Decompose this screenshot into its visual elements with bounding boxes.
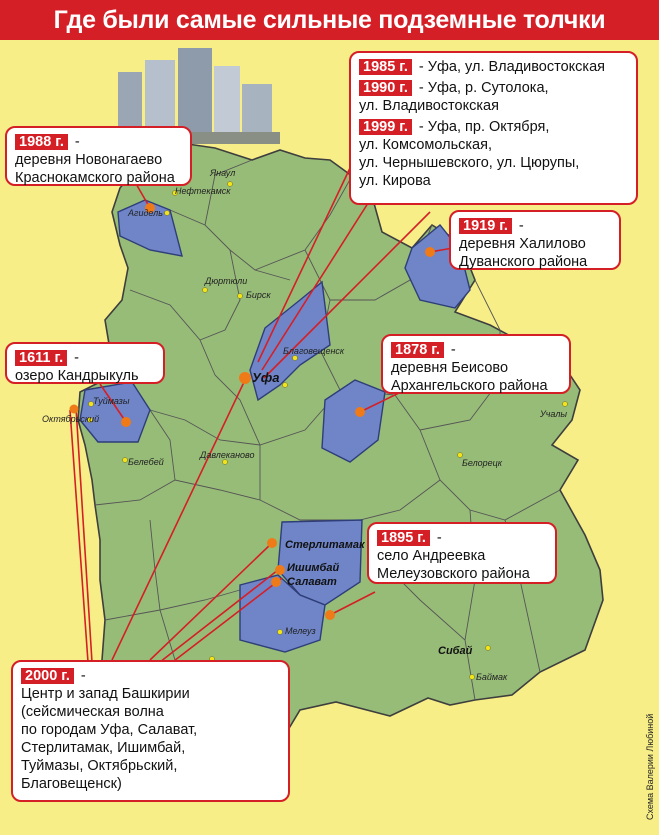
year-badge: 1988 г. bbox=[15, 134, 68, 150]
marker-1878 bbox=[355, 407, 365, 417]
year-badge: 1895 г. bbox=[377, 530, 430, 546]
year-badge: 1878 г. bbox=[391, 342, 444, 358]
city-label-sterlitamak: Стерлитамак bbox=[285, 539, 365, 551]
map-credit: Схема Валерии Любиной bbox=[645, 713, 655, 820]
callout-1611: 1611 г. - озеро Кандрыкуль bbox=[5, 342, 165, 384]
city-label-birsk: Бирск bbox=[246, 290, 271, 300]
city-label-agidel: Агидель bbox=[128, 208, 163, 218]
marker-ufa bbox=[239, 372, 251, 384]
city-label-belebey: Белебей bbox=[128, 457, 164, 467]
year-badge: 2000 г. bbox=[21, 668, 74, 684]
year-badge: 1999 г. bbox=[359, 119, 412, 135]
callout-1985-1999: 1985 г. - Уфа, ул. Владивостокская 1990 г. - Уфа, р. Сутолока, ул. Владивостокская 1999 г. - Уфа, пр. Октября, ул. Комсомольская, ул. Чернышевского, ул. Цюрупы, ул. Кирова bbox=[349, 51, 638, 205]
marker-1611-b bbox=[121, 417, 131, 427]
city-label-uchaly: Учалы bbox=[540, 409, 568, 419]
year-badge: 1611 г. bbox=[15, 350, 67, 366]
marker-salavat bbox=[271, 577, 281, 587]
city-label-sibay: Сибай bbox=[438, 645, 473, 657]
map-title: Где были самые сильные подземные толчки bbox=[0, 0, 659, 40]
city-label-oktyabrsky: Октябрьский bbox=[42, 414, 100, 424]
city-label-baimak: Баймак bbox=[476, 672, 508, 682]
year-badge: 1990 г. bbox=[359, 80, 412, 96]
city-label-yanaul: Янаул bbox=[210, 168, 236, 178]
year-badge: 1985 г. bbox=[359, 59, 412, 75]
callout-1919: 1919 г. - деревня Халилово Дуванского района bbox=[449, 210, 621, 270]
city-label-ishimbay: Ишимбай bbox=[287, 562, 340, 574]
marker-1611-a bbox=[70, 405, 79, 414]
callout-1878: 1878 г. - деревня Беисово Архангельского района bbox=[381, 334, 571, 394]
city-label-ufa: Уфа bbox=[252, 370, 280, 385]
city-label-tuimazy: Туймазы bbox=[93, 396, 130, 406]
marker-1895 bbox=[325, 610, 335, 620]
city-label-salavat: Салават bbox=[287, 576, 337, 588]
marker-ishimbay bbox=[275, 565, 285, 575]
city-label-blagoveshchensk: Благовещенск bbox=[283, 346, 345, 356]
year-badge: 1919 г. bbox=[459, 218, 512, 234]
callout-1895: 1895 г. - село Андреевка Мелеузовского района bbox=[367, 522, 557, 584]
city-label-neftekamsk: Нефтекамск bbox=[175, 186, 231, 196]
marker-sterlitamak bbox=[267, 538, 277, 548]
marker-1919 bbox=[425, 247, 435, 257]
city-label-meleuz: Мелеуз bbox=[285, 626, 316, 636]
city-label-davlekanovo: Давлеканово bbox=[200, 450, 255, 460]
city-label-dyurtyuli: Дюртюли bbox=[205, 276, 248, 286]
callout-1988: 1988 г. - деревня Новонагаево Краснокамского района bbox=[5, 126, 192, 186]
callout-2000: 2000 г. - Центр и запад Башкирии (сейсмическая волна по городам Уфа, Салават, Стерлитамак, Ишимбай, Туймазы, Октябрьский, Благовещенск) bbox=[11, 660, 290, 802]
city-label-beloretsk: Белорецк bbox=[462, 458, 503, 468]
